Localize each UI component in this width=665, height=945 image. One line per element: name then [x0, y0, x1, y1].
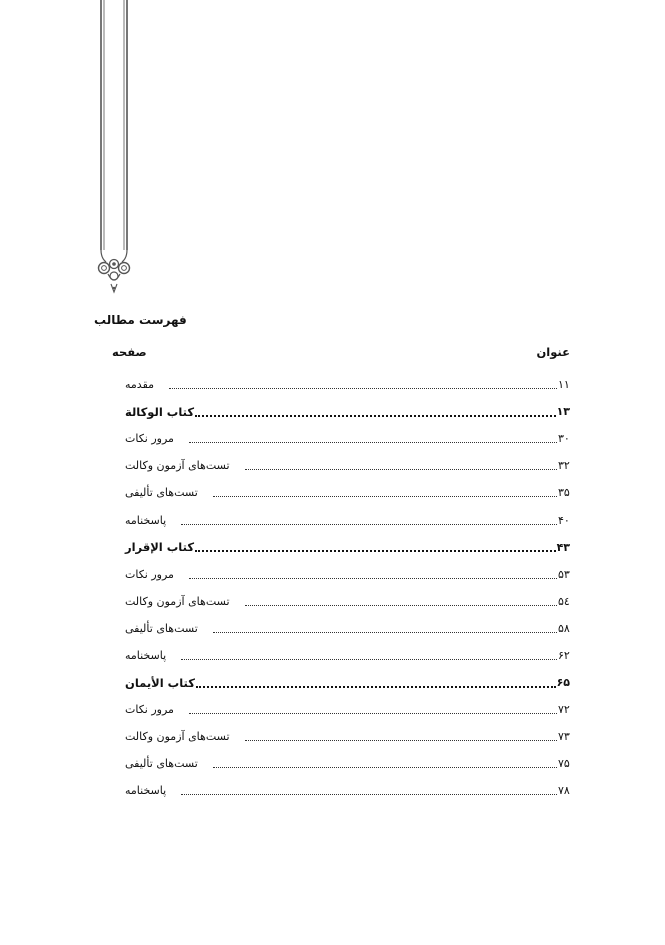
toc-item-row[interactable] — [124, 588, 570, 615]
toc-page-number: ۴۳ — [556, 540, 570, 554]
toc-entry-label: پاسخنامه — [125, 784, 167, 798]
toc-chapter-row[interactable] — [124, 534, 570, 561]
toc-item-row[interactable] — [124, 425, 570, 452]
toc-entry-label: تست‌های تألیفی — [125, 486, 198, 500]
dot-leader — [181, 659, 557, 660]
dot-leader — [213, 496, 557, 497]
toc-entry-label: کتاب الإقرار — [125, 540, 195, 555]
dot-leader — [213, 632, 557, 633]
toc-page-number: ۱۳ — [556, 405, 570, 419]
toc-page-number: ۷۸ — [558, 784, 570, 798]
toc-page-number: ۳۰ — [558, 432, 570, 446]
dot-leader — [213, 767, 557, 768]
toc-page-number: ۴۰ — [558, 513, 570, 527]
toc-page-number: ۵٤ — [558, 594, 570, 608]
toc-chapter-row[interactable] — [124, 398, 570, 425]
table-of-contents — [124, 371, 570, 805]
toc-item-row[interactable] — [124, 723, 570, 750]
toc-item-row[interactable] — [124, 506, 570, 533]
dot-leader — [245, 605, 557, 606]
dot-leader — [189, 713, 557, 714]
toc-page-number: ۷۲ — [558, 703, 570, 717]
toc-entry-label: تست‌های تألیفی — [125, 621, 198, 635]
toc-item-row[interactable] — [124, 561, 570, 588]
toc-item-row[interactable] — [124, 777, 570, 804]
toc-entry-label: تست‌های آزمون وکالت — [125, 459, 230, 473]
toc-page-number: ۶۲ — [558, 648, 570, 662]
toc-entry-label: مرور نکات — [125, 432, 174, 446]
toc-entry-label: پاسخنامه — [125, 513, 167, 527]
toc-entry-label: مرور نکات — [125, 567, 174, 581]
dot-leader — [189, 578, 557, 579]
toc-item-row[interactable] — [124, 371, 570, 398]
dot-leader — [169, 388, 557, 389]
toc-entry-label: کتاب الوکالة — [125, 404, 195, 419]
toc-entry-label: تست‌های آزمون وکالت — [125, 594, 230, 608]
toc-page-number: ۷۵ — [558, 757, 570, 771]
toc-entry-label: تست‌های آزمون وکالت — [125, 730, 230, 744]
dot-leader — [245, 740, 557, 741]
toc-item-row[interactable] — [124, 696, 570, 723]
dot-leader — [181, 794, 557, 795]
decorative-ornament-icon — [94, 0, 134, 300]
dot-leader — [189, 442, 557, 443]
toc-page-number: ۳۲ — [558, 459, 570, 473]
title-column-header: عنوان — [536, 345, 570, 359]
page-column-header: صفحه — [112, 345, 147, 359]
toc-page-number: ۶۵ — [556, 676, 570, 690]
toc-item-row[interactable] — [124, 479, 570, 506]
toc-item-row[interactable] — [124, 750, 570, 777]
toc-page-number: ۱۱ — [558, 378, 570, 392]
toc-entry-label: پاسخنامه — [125, 648, 167, 662]
toc-page-number: ۳۵ — [558, 486, 570, 500]
toc-entry-label: مقدمه — [125, 378, 155, 392]
toc-page-number: ۵۳ — [558, 567, 570, 581]
toc-entry-label: مرور نکات — [125, 703, 174, 717]
dot-leader — [181, 524, 557, 525]
toc-page-number: ۵۸ — [558, 621, 570, 635]
toc-page-number: ۷۳ — [558, 730, 570, 744]
dot-leader — [195, 550, 556, 552]
toc-item-row[interactable] — [124, 615, 570, 642]
toc-entry-label: کتاب الأیمان — [125, 675, 195, 690]
page-title: فهرست مطالب — [94, 313, 187, 327]
toc-chapter-row[interactable] — [124, 669, 570, 696]
dot-leader — [195, 415, 556, 417]
toc-item-row[interactable] — [124, 642, 570, 669]
toc-item-row[interactable] — [124, 452, 570, 479]
dot-leader — [196, 686, 556, 688]
toc-entry-label: تست‌های تألیفی — [125, 757, 198, 771]
dot-leader — [245, 469, 557, 470]
